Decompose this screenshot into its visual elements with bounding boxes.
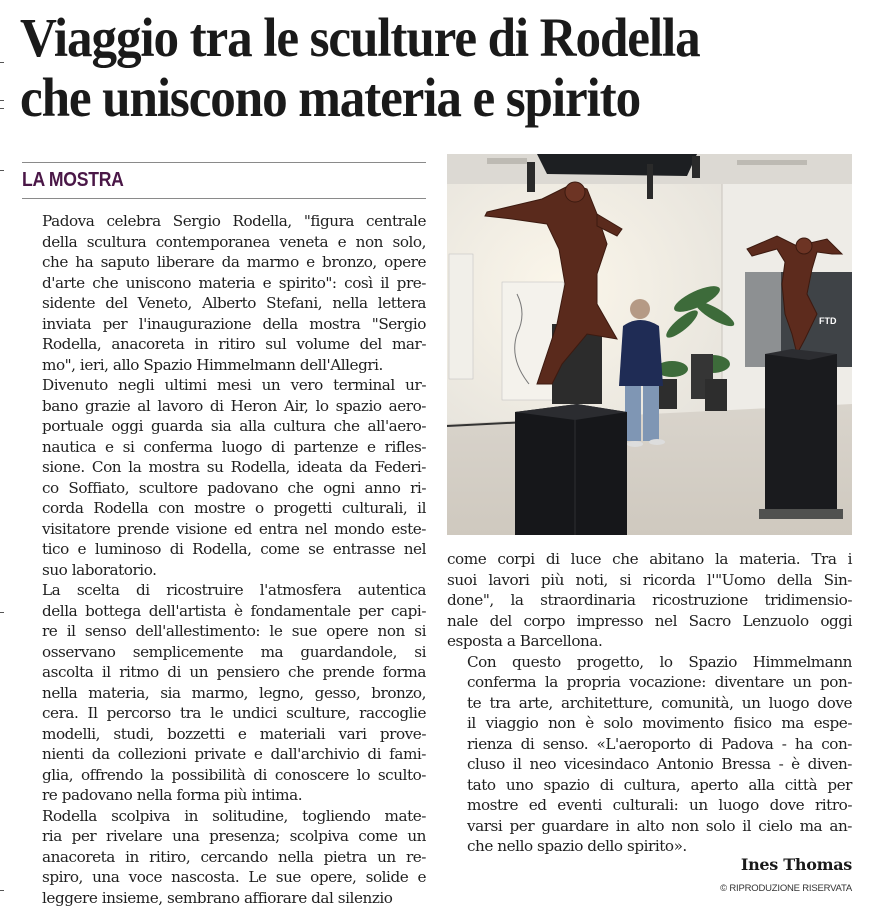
text-line: il viaggio non è solo movimento fisico ma espe- [467,714,852,732]
exhibition-photo [447,154,852,535]
text-line: corda Rodella con mostre o progetti culturali, il [42,499,426,517]
text-line: spiro, una voce nascosta. Le sue opere, solide e [42,868,426,886]
text-line: conferma la propria vocazione: diventare un pon- [467,673,852,691]
text-line: glia, offrendo la possibilità di conoscere lo sculto- [42,765,426,784]
text-line: cera. Il percorso tra le undici sculture, raccoglie [42,704,426,722]
headline-line-2: che uniscono materia e spirito [20,67,641,128]
text-line: cluso il neo vicesindaco Antonio Bressa - è diven- [467,755,852,773]
author-byline: Ines Thomas [740,855,852,874]
text-line: La scelta di ricostruire l'atmosfera autentica [42,581,426,599]
text-line: tato uno spazio di cultura, aperto alla città per [467,775,852,794]
text-line: che ha saputo liberare da marmo e bronzo, opere [42,253,426,271]
text-line: varsi per guardare in alto non solo il cielo ma an- [467,816,852,835]
text-line: nale del corpo impresso nel Sacro Lenzuolo oggi [447,611,852,630]
text-line: nautica e si conferma luogo di partenze e rifles- [42,437,426,456]
text-line: mo", ieri, allo Spazio Himmelmann dell'Allegri. [42,355,383,374]
text-line: rienza di senso. «L'aeroporto di Padova - ha con- [467,734,852,753]
article-paragraph [22,375,426,580]
text-line: Divenuto negli ultimi mesi un vero terminal ur- [42,376,426,394]
text-line: Con questo progetto, lo Spazio Himmelmann [467,652,852,671]
kicker-top-rule [22,162,426,163]
text-line: visitatore prende visione ed entra nel mondo este- [42,519,426,538]
text-line: co Soffiato, scultore padovano che ogni anno ri- [42,478,426,497]
section-kicker: LA MOSTRA [22,169,124,191]
text-line: Rodella scolpiva in solitudine, togliendo mate- [42,806,426,825]
text-line: osservano semplicemente ma guardandole, si [42,642,426,661]
sculpture-gallery-image [447,154,852,535]
text-line: portuale oggi guarda sia alla cultura che all'aero- [42,417,426,435]
text-line: bano grazie al lavoro di Heron Air, lo spazio aero- [42,396,426,415]
text-line: mostre ed eventi culturali: un luogo dove ritro- [467,796,852,814]
text-line: inviata per l'inaugurazione della mostra "Sergio [42,314,426,333]
article-paragraph [447,549,852,652]
text-line: nienti da collezioni private e dall'archivio di fami- [42,745,426,763]
text-line: come corpi di luce che abitano la materia. Tra i [447,550,852,568]
text-line: re padovano nella forma più intima. [42,786,303,804]
text-line: modelli, studi, bozzetti e materiali vari prove- [42,724,426,743]
text-line: ascolta il ritmo di un pensiero che prende forma [42,663,426,681]
text-line: done", la straordinaria ricostruzione tridimensio- [447,591,852,609]
text-line: suo laboratorio. [42,560,157,579]
svg-text:FTD: FTD [819,316,837,326]
page-edge-marks [0,0,6,915]
text-line: sidente del Veneto, Alberto Stefani, nella lettera [42,294,426,312]
article-column-right [447,549,852,857]
article-paragraph [22,580,426,806]
article-paragraph [22,806,426,909]
text-line: anacoreta in ritiro, cercando nella pietra un re- [42,847,426,866]
text-line: sione. Con la mostra su Rodella, ideata da Federi- [42,458,426,476]
text-line: Padova celebra Sergio Rodella, "figura centrale [42,212,426,230]
kicker-bottom-rule [22,198,426,199]
text-line: re il senso dell'allestimento: le sue opere non si [42,622,426,640]
text-line: d'arte che uniscono materia e spirito": così il pre- [42,273,426,292]
article-paragraph [447,652,852,857]
text-line: ria per rivelare una presenza; scolpiva come un [42,827,426,845]
headline [20,8,801,128]
article-paragraph [22,211,426,375]
article-column-left [22,211,426,908]
text-line: te tra arte, architetture, comunità, un luogo dove [467,693,852,712]
text-line: esposta a Barcellona. [447,632,603,650]
text-line: tico e luminoso di Rodella, come se entrasse nel [42,540,426,558]
headline-line-1: Viaggio tra le sculture di Rodella [20,7,700,68]
text-line: leggere insieme, sembrano affiorare dal silenzio [42,888,393,907]
text-line: della scultura contemporanea veneta e non solo, [42,232,426,251]
text-line: suoi lavori più noti, si ricorda l'"Uomo della Sin- [447,570,852,589]
text-line: che nello spazio dello spirito». [467,837,687,855]
text-line: della bottega dell'artista è fondamentale per capi- [42,601,426,620]
text-line: nella materia, sia marmo, legno, gesso, bronzo, [42,683,426,702]
text-line: Rodella, anacoreta in ritiro sul volume del mar- [42,335,426,353]
copyright-notice: © RIPRODUZIONE RISERVATA [720,883,852,894]
